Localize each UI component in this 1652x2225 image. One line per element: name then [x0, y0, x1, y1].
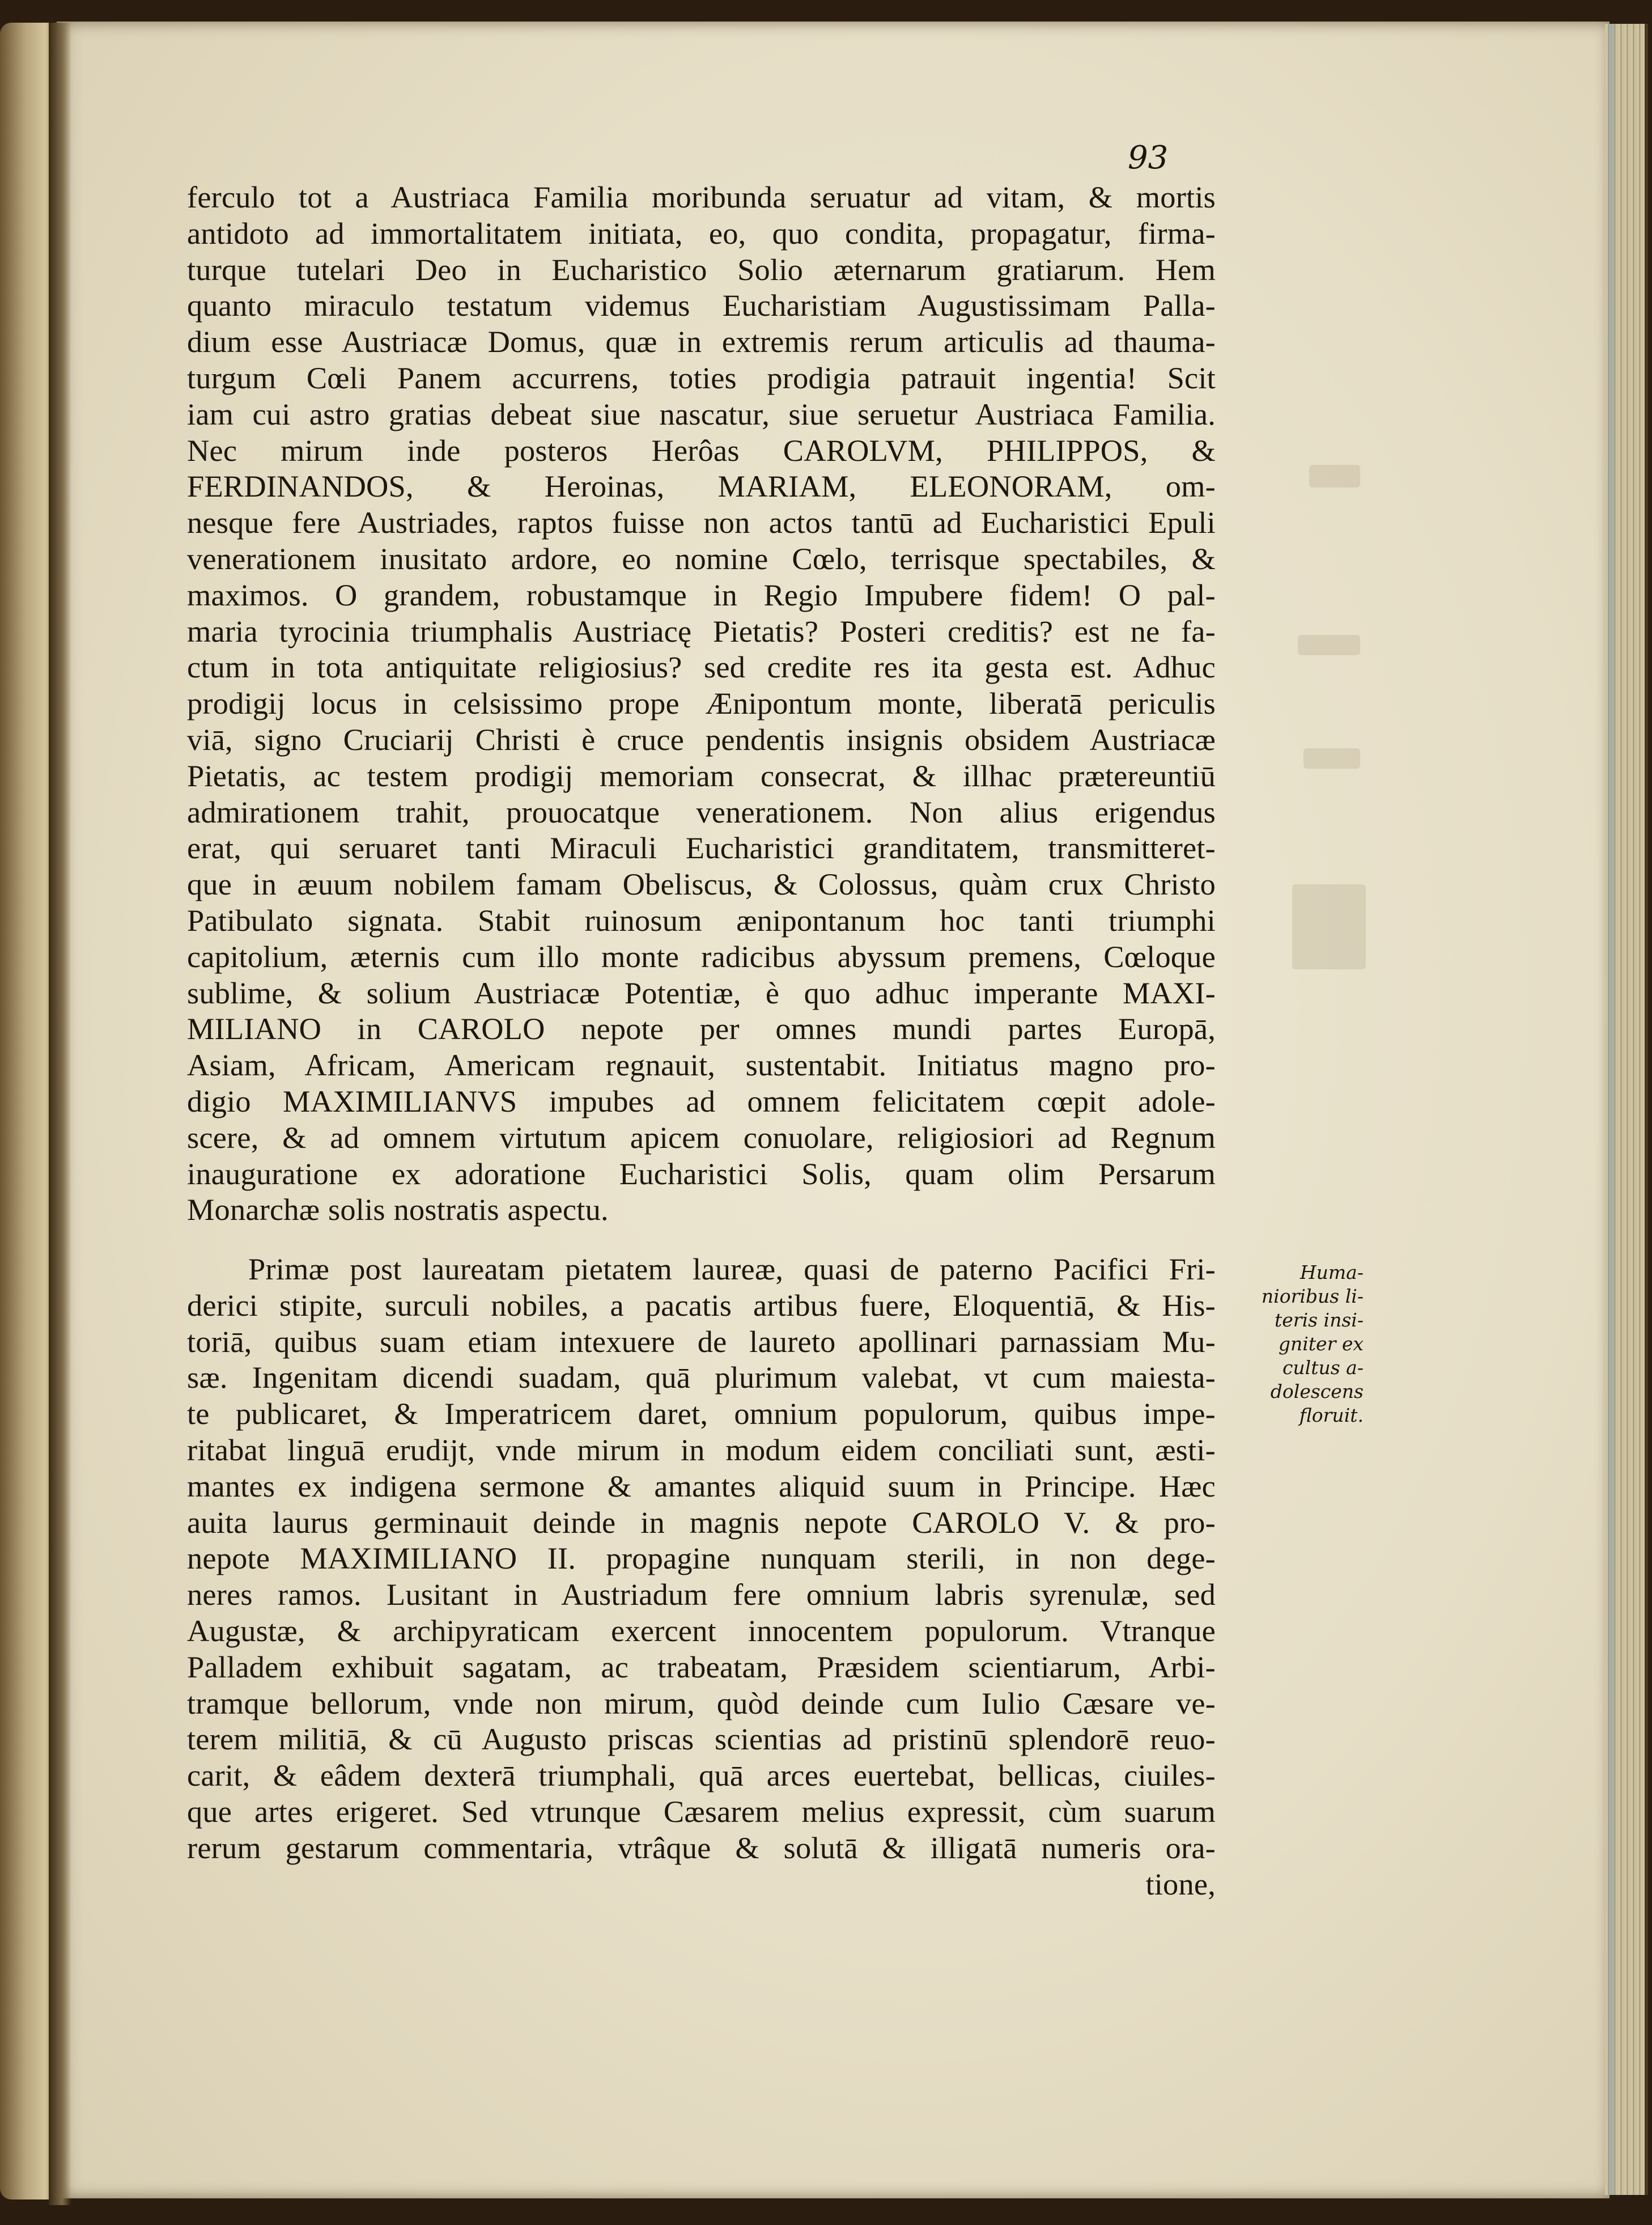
bleed-through-mark — [1292, 884, 1366, 969]
text-line: sæ. Ingenitam dicendi suadam, quā plurimum valebat, vt cum maiesta- — [187, 1361, 1216, 1395]
text-line: ferculo tot a Austriaca Familia moribunda seruatur ad vitam, & mortis — [187, 180, 1216, 214]
text-line: turque tutelari Deo in Eucharistico Solio æternarum gratiarum. Hem — [187, 252, 1216, 287]
text-line: Monarchæ solis nostratis aspectu. — [187, 1193, 609, 1227]
marginal-note-line: cultus a- — [1282, 1357, 1364, 1379]
page-number: 93 — [1128, 139, 1169, 176]
text-line: capitolium, æternis cum illo monte radicibus abyssum premens, Cœloque — [187, 939, 1216, 974]
text-line: erat, qui seruaret tanti Miraculi Eucharistici granditatem, transmitteret- — [187, 831, 1216, 866]
text-line: turgum Cœli Panem accurrens, toties prodigia patrauit ingentia! Scit — [187, 361, 1216, 395]
text-line: admirationem trahit, prouocatque venerationem. Non alius erigendus — [187, 795, 1216, 829]
text-line: que in æuum nobilem famam Obeliscus, & Colossus, quàm crux Christo — [187, 867, 1216, 902]
marginal-note — [1250, 1261, 1364, 1427]
marginal-note-line: floruit. — [1299, 1404, 1364, 1426]
text-line: viā, signo Cruciarij Christi è cruce pendentis insignis obsidem Austriacæ — [187, 722, 1216, 757]
text-line: maximos. O grandem, robustamque in Regio Impubere fidem! O pal- — [187, 578, 1216, 612]
text-line: neres ramos. Lusitant in Austriadum fere omnium labris syrenulæ, sed — [187, 1578, 1216, 1612]
text-line: mantes ex indigena sermone & amantes aliquid suum in Principe. Hæc — [187, 1469, 1216, 1503]
paragraph — [187, 180, 1216, 1228]
spine-shadow — [49, 23, 71, 2205]
text-line: prodigij locus in celsissimo prope Ænipontum monte, liberatā periculis — [187, 686, 1216, 721]
text-line: Primæ post laureatam pietatem laureæ, quasi de paterno Pacifici Fri- — [248, 1252, 1216, 1286]
text-line: scere, & ad omnem virtutum apicem conuolare, religiosiori ad Regnum — [187, 1120, 1216, 1155]
text-line: derici stipite, surculi nobiles, a pacatis artibus fuere, Eloquentiā, & His- — [187, 1288, 1216, 1323]
text-line: terem militiā, & cū Augusto priscas scientias ad pristinū splendorē reuo- — [187, 1722, 1216, 1757]
text-line: toriā, quibus suam etiam intexuere de laureto apollinari parnassiam Mu- — [187, 1324, 1216, 1359]
text-line: ctum in tota antiquitate religiosius? sed credite res ita gesta est. Adhuc — [187, 650, 1216, 685]
text-line: Patibulato signata. Stabit ruinosum ænipontanum hoc tanti triumphi — [187, 903, 1216, 938]
text-line: te publicaret, & Imperatricem daret, omnium populorum, quibus impe- — [187, 1397, 1216, 1431]
previous-page-edge — [0, 23, 57, 2199]
marginal-note-line: gniter ex — [1278, 1333, 1364, 1355]
text-line: Asiam, Africam, Americam regnauit, sustentabit. Initiatus magno pro- — [187, 1048, 1216, 1083]
scale-strip — [1608, 24, 1614, 2195]
catchword: tione, — [1145, 1867, 1216, 1901]
bleed-through-mark — [1298, 635, 1360, 655]
text-line: carit, & eâdem dexterā triumphali, quā arces euertebat, bellicas, ciuiles- — [187, 1758, 1216, 1793]
text-line: auita laurus germinauit deinde in magnis nepote CAROLO V. & pro- — [187, 1505, 1216, 1540]
text-line: tramque bellorum, vnde non mirum, quòd deinde cum Iulio Cæsare ve- — [187, 1686, 1216, 1720]
text-line: nepote MAXIMILIANO II. propagine nunquam sterili, in non dege- — [187, 1541, 1216, 1576]
text-line: FERDINANDOS, & Heroinas, MARIAM, ELEONORAM, om- — [187, 469, 1216, 504]
text-line: Augustæ, & archipyraticam exercent innocentem populorum. Vtranque — [187, 1613, 1216, 1648]
paragraph — [187, 1252, 1216, 1902]
text-line: iam cui astro gratias debeat siue nascatur, siue seruetur Austriaca Familia. — [187, 397, 1216, 431]
text-line: Nec mirum inde posteros Herôas CAROLVM, PHILIPPOS, & — [187, 433, 1216, 468]
text-line: MILIANO in CAROLO nepote per omnes mundi partes Europā, — [187, 1012, 1216, 1046]
marginal-note-line: Huma- — [1299, 1261, 1364, 1283]
text-line: quanto miraculo testatum videmus Eucharistiam Augustissimam Palla- — [187, 289, 1216, 323]
text-line: Pietatis, ac testem prodigij memoriam consecrat, & illhac prætereuntiū — [187, 758, 1216, 793]
text-line: sublime, & solium Austriacæ Potentiæ, è quo adhuc imperante MAXI- — [187, 976, 1216, 1010]
text-line: rerum gestarum commentaria, vtrâque & solutā & illigatā numeris ora- — [187, 1830, 1216, 1865]
text-line: que artes erigeret. Sed vtrunque Cæsarem melius expressit, cùm suarum — [187, 1794, 1216, 1829]
text-line: inauguratione ex adoratione Eucharistici Solis, quam olim Persarum — [187, 1156, 1216, 1191]
text-line: ritabat linguā erudijt, vnde mirum in modum eidem conciliati sunt, æsti- — [187, 1433, 1216, 1467]
text-line: digio MAXIMILIANVS impubes ad omnem felicitatem cœpit adole- — [187, 1084, 1216, 1118]
marginal-note-line: teris insi- — [1275, 1309, 1364, 1331]
marginal-note-line: nioribus li- — [1261, 1285, 1364, 1307]
text-line: dium esse Austriacæ Domus, quæ in extremis rerum articulis ad thauma- — [187, 325, 1216, 359]
bleed-through-mark — [1309, 465, 1360, 488]
text-line: maria tyrocinia triumphalis Austriacę Pietatis? Posteri creditis? est ne fa- — [187, 614, 1216, 649]
text-line: nesque fere Austriades, raptos fuisse non actos tantū ad Eucharistici Epuli — [187, 506, 1216, 540]
text-line: venerationem inusitato ardore, eo nomine Cœlo, terrisque spectabiles, & — [187, 541, 1216, 576]
bleed-through-mark — [1303, 748, 1360, 769]
marginal-note-line: dolescens — [1270, 1380, 1364, 1402]
text-line: antidoto ad immortalitatem initiata, eo, quo condita, propagatur, firma- — [187, 216, 1216, 251]
text-line: Palladem exhibuit sagatam, ac trabeatam, Præsidem scientiarum, Arbi- — [187, 1650, 1216, 1684]
